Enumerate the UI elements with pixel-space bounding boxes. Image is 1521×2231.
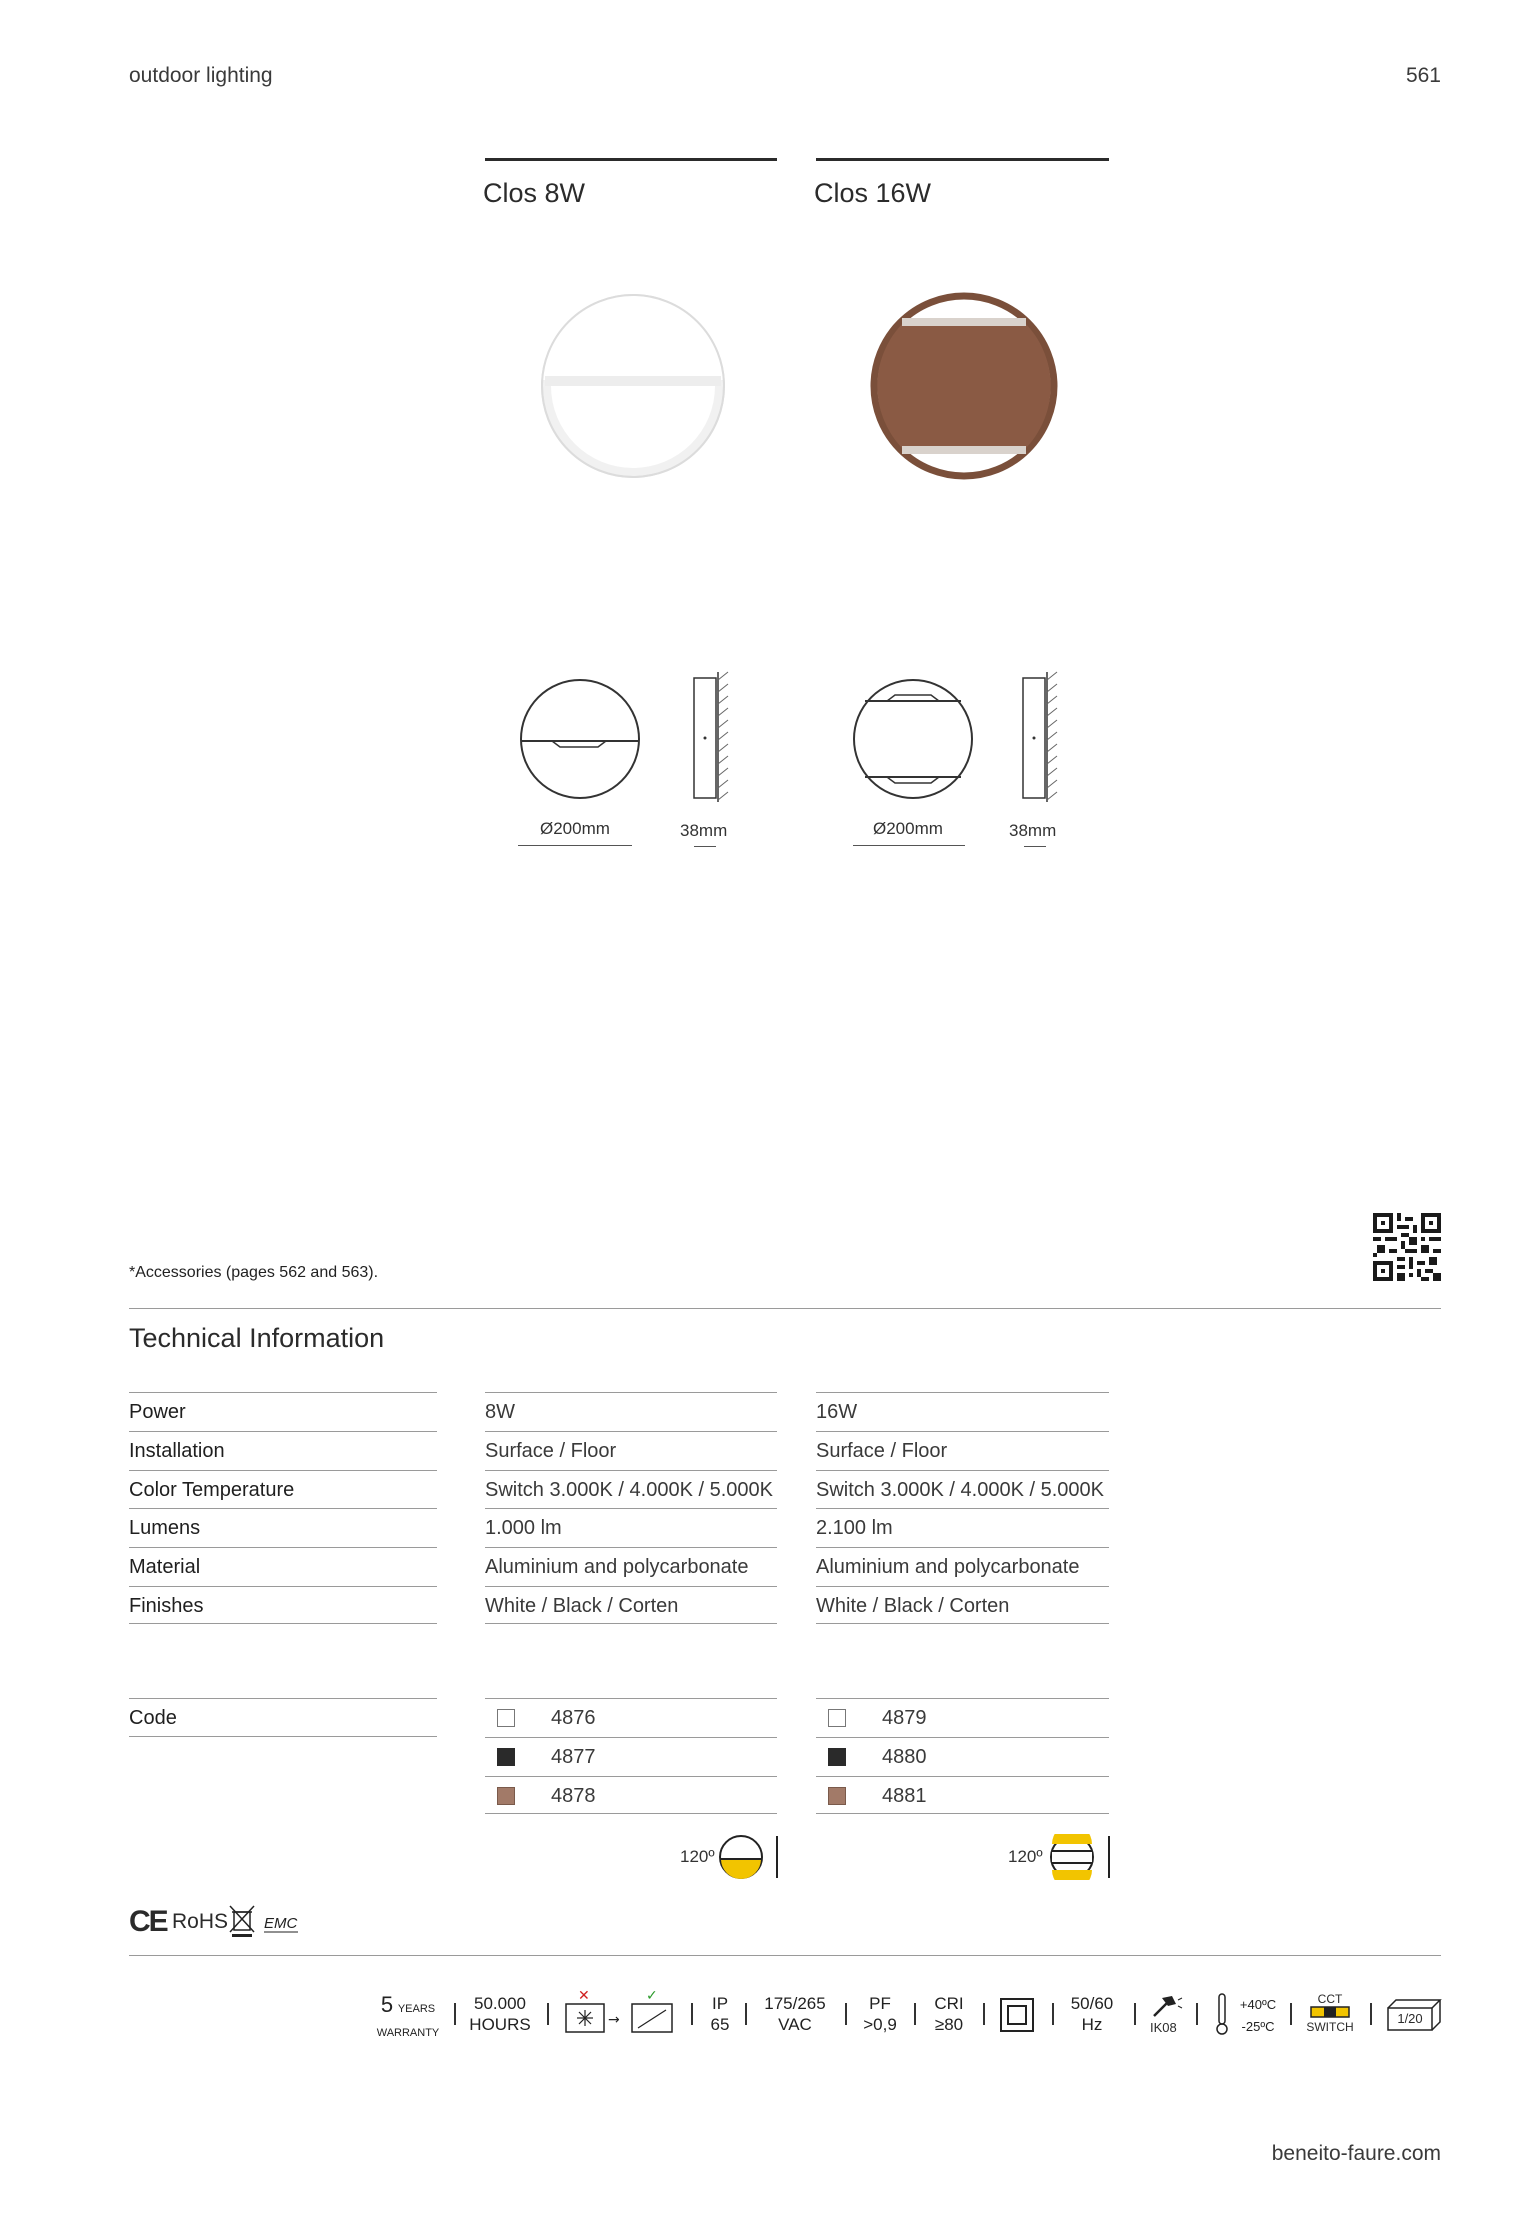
spec-value-8w: White / Black / Corten (485, 1595, 679, 1617)
product-1-depth: 38mm (680, 821, 728, 840)
frequency-number: 50/60 (1070, 1994, 1114, 2013)
beam-angle-1-label: 120º (680, 1847, 715, 1866)
separator (1370, 2003, 1372, 2025)
hammer-icon (1148, 1994, 1184, 2018)
warranty-word: WARRANTY (376, 2027, 440, 2039)
cct-top-label: CCT (1317, 1992, 1343, 2006)
pf-value: >0,9 (863, 2015, 897, 2034)
product-2-front-drawing (851, 677, 975, 801)
spec-row (816, 1431, 1109, 1469)
beam-angle-1-icon (717, 1834, 765, 1880)
product-2-rule (816, 158, 1109, 161)
spec-value-8w: Surface / Floor (485, 1439, 617, 1462)
page-number: 561 (1405, 64, 1441, 87)
svg-text:✕: ✕ (578, 1988, 590, 2004)
pack-quantity: 1/20 (1397, 2011, 1423, 2026)
separator (1134, 2003, 1136, 2025)
weee-bin-icon (228, 1904, 256, 1938)
accessories-note: *Accessories (pages 562 and 563). (129, 1264, 379, 1281)
separator (1290, 2003, 1292, 2025)
code-16w: 4879 (882, 1707, 927, 1729)
temp-low: -25ºC (1241, 2019, 1275, 2034)
spec-row (485, 1547, 777, 1585)
code-8w: 4877 (551, 1745, 596, 1768)
hours-word: HOURS (469, 2015, 531, 2034)
warranty-years: YEARS (397, 2003, 436, 2015)
voltage-unit: VAC (778, 2015, 812, 2034)
spec-row (129, 1431, 437, 1469)
product-1-rule (485, 158, 777, 161)
spec-row (485, 1470, 777, 1508)
section-divider (129, 1308, 1441, 1309)
frequency-unit: Hz (1081, 2015, 1103, 2034)
cri (924, 1993, 974, 2035)
product-2-title: Clos 16W (814, 178, 932, 208)
separator (454, 2003, 456, 2025)
spec-value-16w: Surface / Floor (816, 1439, 948, 1462)
spec-row (129, 1586, 437, 1624)
ip-value: 65 (710, 2015, 730, 2034)
voltage (754, 1993, 836, 2035)
beam-angle-2-icon (1048, 1834, 1096, 1880)
ip-rating (700, 1993, 740, 2035)
product-2-side-drawing (1019, 670, 1059, 804)
product-1-side-drawing (690, 670, 730, 804)
svg-text:→: → (608, 2012, 620, 2028)
finish-swatch-corten (497, 1787, 515, 1805)
spec-value-16w: 2.100 lm (816, 1517, 893, 1540)
spec-row (816, 1392, 1109, 1430)
svg-text:EMC: EMC (264, 1915, 298, 1932)
spec-label: Lumens (129, 1517, 201, 1540)
emc-icon (262, 1906, 300, 1936)
spec-label: Power (129, 1401, 186, 1423)
temperature-range (1232, 1994, 1284, 2038)
code-label: Code (129, 1707, 177, 1729)
product-2-diameter-line (853, 845, 965, 846)
separator (1196, 2003, 1198, 2025)
spec-value-8w: 1.000 lm (485, 1517, 562, 1540)
finish-swatch-white (828, 1709, 846, 1727)
finish-swatch-corten (828, 1787, 846, 1805)
led-replaceable-icon (562, 1988, 678, 2036)
qr-code[interactable] (1373, 1213, 1441, 1281)
spec-row (129, 1508, 437, 1546)
code-16w: 4881 (882, 1784, 927, 1807)
spec-value-16w: White / Black / Corten (816, 1595, 1010, 1617)
code-row (485, 1776, 777, 1814)
pf-label: PF (869, 1994, 891, 2013)
product-1-image-white (535, 288, 731, 484)
spec-row (485, 1392, 777, 1430)
separator (691, 2003, 693, 2025)
spec-label: Finishes (129, 1595, 204, 1617)
product-1-diameter: Ø200mm (540, 819, 610, 838)
beam-angle-2-label: 120º (1008, 1847, 1043, 1866)
spec-value-8w: Aluminium and polycarbonate (485, 1556, 749, 1579)
product-1-diameter-line (518, 845, 632, 846)
section-name: outdoor lighting (129, 64, 273, 87)
separator (1052, 2003, 1054, 2025)
cri-value: ≥80 (934, 2015, 964, 2034)
code-row (485, 1737, 777, 1775)
product-1-depth-line (694, 846, 716, 847)
separator (745, 2003, 747, 2025)
spec-value-8w: 8W (485, 1401, 515, 1423)
spec-row (129, 1392, 437, 1430)
spec-value-16w: 16W (816, 1401, 858, 1423)
spec-row (485, 1431, 777, 1469)
finish-swatch-black (828, 1748, 846, 1766)
separator (983, 2003, 985, 2025)
website-link[interactable]: beneito-faure.com (1271, 2142, 1441, 2165)
product-2-depth: 38mm (1009, 821, 1057, 840)
cri-label: CRI (934, 1994, 964, 2013)
ik-rating: IK08 (1150, 2020, 1177, 2035)
rohs-mark: RoHS (172, 1910, 229, 1933)
cct-bottom-label: SWITCH (1306, 2020, 1354, 2034)
frequency (1064, 1993, 1120, 2035)
beam-angle-2-wall (1108, 1836, 1110, 1878)
spec-value-16w: Aluminium and polycarbonate (816, 1556, 1080, 1579)
beam-angle-1-wall (776, 1836, 778, 1878)
code-row (816, 1737, 1109, 1775)
spec-label: Material (129, 1556, 201, 1579)
temp-high: +40ºC (1239, 1997, 1277, 2012)
spec-row (485, 1586, 777, 1624)
spec-label: Installation (129, 1439, 225, 1462)
footer-divider (129, 1955, 1441, 1956)
cct-switch-icon (1310, 2006, 1350, 2018)
code-8w: 4876 (551, 1707, 596, 1729)
product-1-front-drawing (518, 677, 642, 801)
voltage-number: 175/265 (764, 1994, 826, 2013)
spec-value-16w: Switch 3.000K / 4.000K / 5.000K (816, 1478, 1104, 1501)
product-2-image-corten (866, 288, 1062, 484)
ce-mark: CE (129, 1905, 167, 1938)
class-ii-icon (999, 1997, 1035, 2033)
spec-row (816, 1470, 1109, 1508)
spec-label: Color Temperature (129, 1478, 295, 1501)
code-row (816, 1776, 1109, 1814)
product-1-title: Clos 8W (483, 178, 586, 208)
spec-row (816, 1586, 1109, 1624)
spec-value-8w: Switch 3.000K / 4.000K / 5.000K (485, 1478, 773, 1501)
lifetime-hours (466, 1993, 534, 2035)
warranty-badge (372, 1994, 444, 2044)
hours-number: 50.000 (474, 1994, 526, 2013)
code-row (485, 1698, 777, 1736)
code-row (816, 1698, 1109, 1736)
product-2-diameter: Ø200mm (873, 819, 943, 838)
finish-swatch-white (497, 1709, 515, 1727)
spec-row (129, 1547, 437, 1585)
code-8w: 4878 (551, 1784, 596, 1807)
svg-text:✓: ✓ (646, 1988, 658, 2004)
spec-row (129, 1470, 437, 1508)
ip-label: IP (711, 1994, 729, 2013)
technical-info-title: Technical Information (129, 1323, 385, 1353)
spec-row (816, 1508, 1109, 1546)
warranty-number: 5 (380, 1992, 394, 2017)
power-factor (855, 1993, 905, 2035)
separator (547, 2003, 549, 2025)
code-label-row (129, 1698, 437, 1737)
spec-row (816, 1547, 1109, 1585)
thermometer-icon (1214, 1992, 1230, 2036)
finish-swatch-black (497, 1748, 515, 1766)
spec-row (485, 1508, 777, 1546)
code-16w: 4880 (882, 1745, 927, 1768)
product-2-depth-line (1024, 846, 1046, 847)
separator (845, 2003, 847, 2025)
separator (914, 2003, 916, 2025)
